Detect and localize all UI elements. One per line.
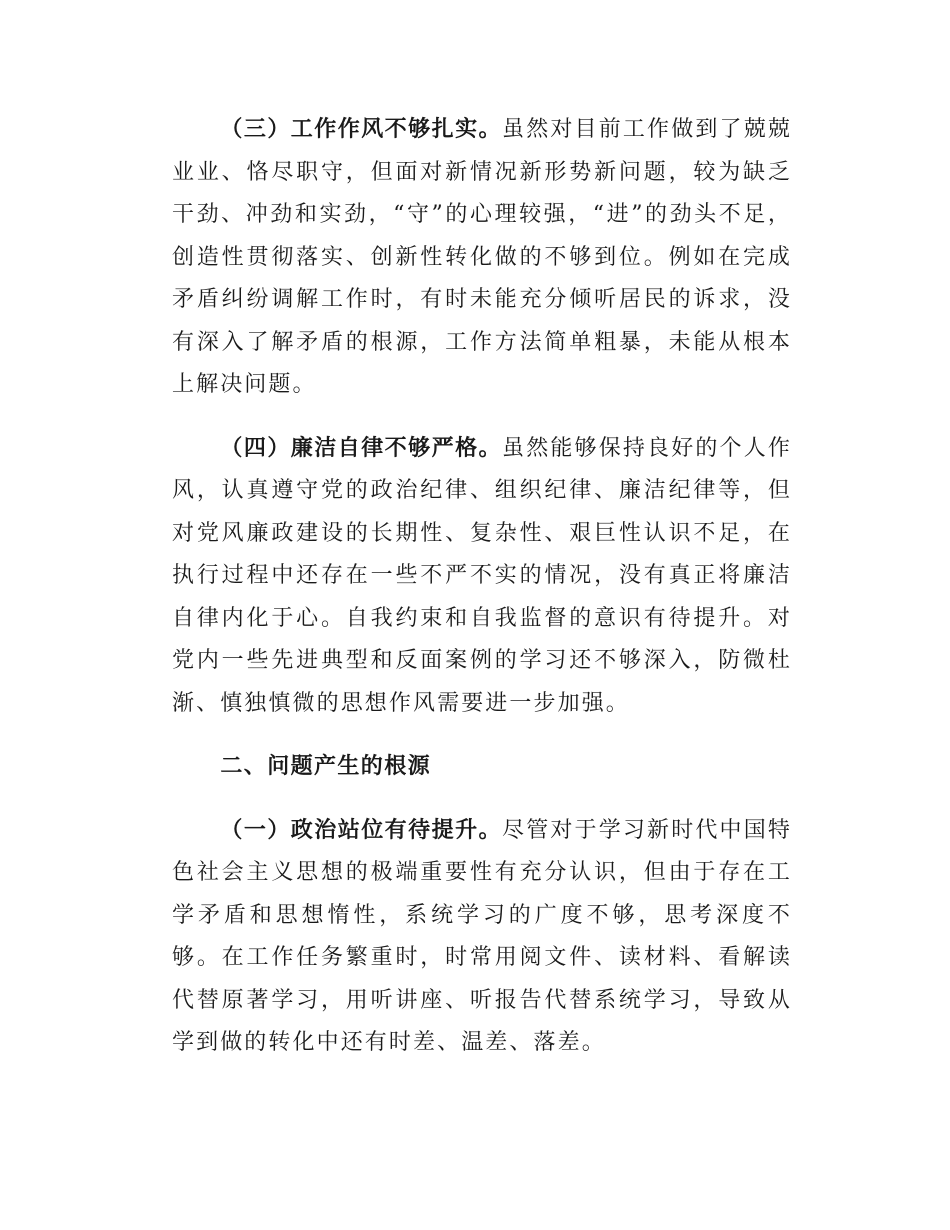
- paragraph-body: 虽然能够保持良好的个人作风，认真遵守党的政治纪律、组织纪律、廉洁纪律等，但对党风廉政建设的长期性、复杂性、艰巨性认识不足，在执行过程中还存在一些不严不实的情况，没有真正将廉洁自律内化于心。自我约束和自我监督的意识有待提升。对党内一些先进典型和反面案例的学习还不够深入，防微杜渐、慎独慎微的思想作风需要进一步加强。: [172, 435, 792, 716]
- paragraph-work-style: [172, 109, 792, 407]
- paragraph-integrity: [172, 428, 792, 726]
- paragraph-political-stance: [172, 810, 792, 1065]
- section-heading: 二、问题产生的根源: [220, 754, 431, 779]
- document-page: [172, 109, 792, 1065]
- paragraph-lead: （一）政治站位有待提升。: [220, 817, 503, 843]
- paragraph-lead: （四）廉洁自律不够严格。: [220, 435, 503, 461]
- paragraph-body: 尽管对于学习新时代中国特色社会主义思想的极端重要性有充分认识，但由于存在工学矛盾和思想惰性，系统学习的广度不够，思考深度不够。在工作任务繁重时，时常用阅文件、读材料、看解读代替原著学习，用听讲座、听报告代替系统学习，导致从学到做的转化中还有时差、温差、落差。: [172, 817, 792, 1055]
- paragraph-body: 虽然对目前工作做到了兢兢业业、恪尽职守，但面对新情况新形势新问题，较为缺乏干劲、冲劲和实劲，“守”的心理较强，“进”的劲头不足，创造性贯彻落实、创新性转化做的不够到位。例如在完成矛盾纠纷调解工作时，有时未能充分倾听居民的诉求，没有深入了解矛盾的根源，工作方法简单粗暴，未能从根本上解决问题。: [172, 117, 792, 397]
- paragraph-lead: （三）工作作风不够扎实。: [220, 117, 503, 142]
